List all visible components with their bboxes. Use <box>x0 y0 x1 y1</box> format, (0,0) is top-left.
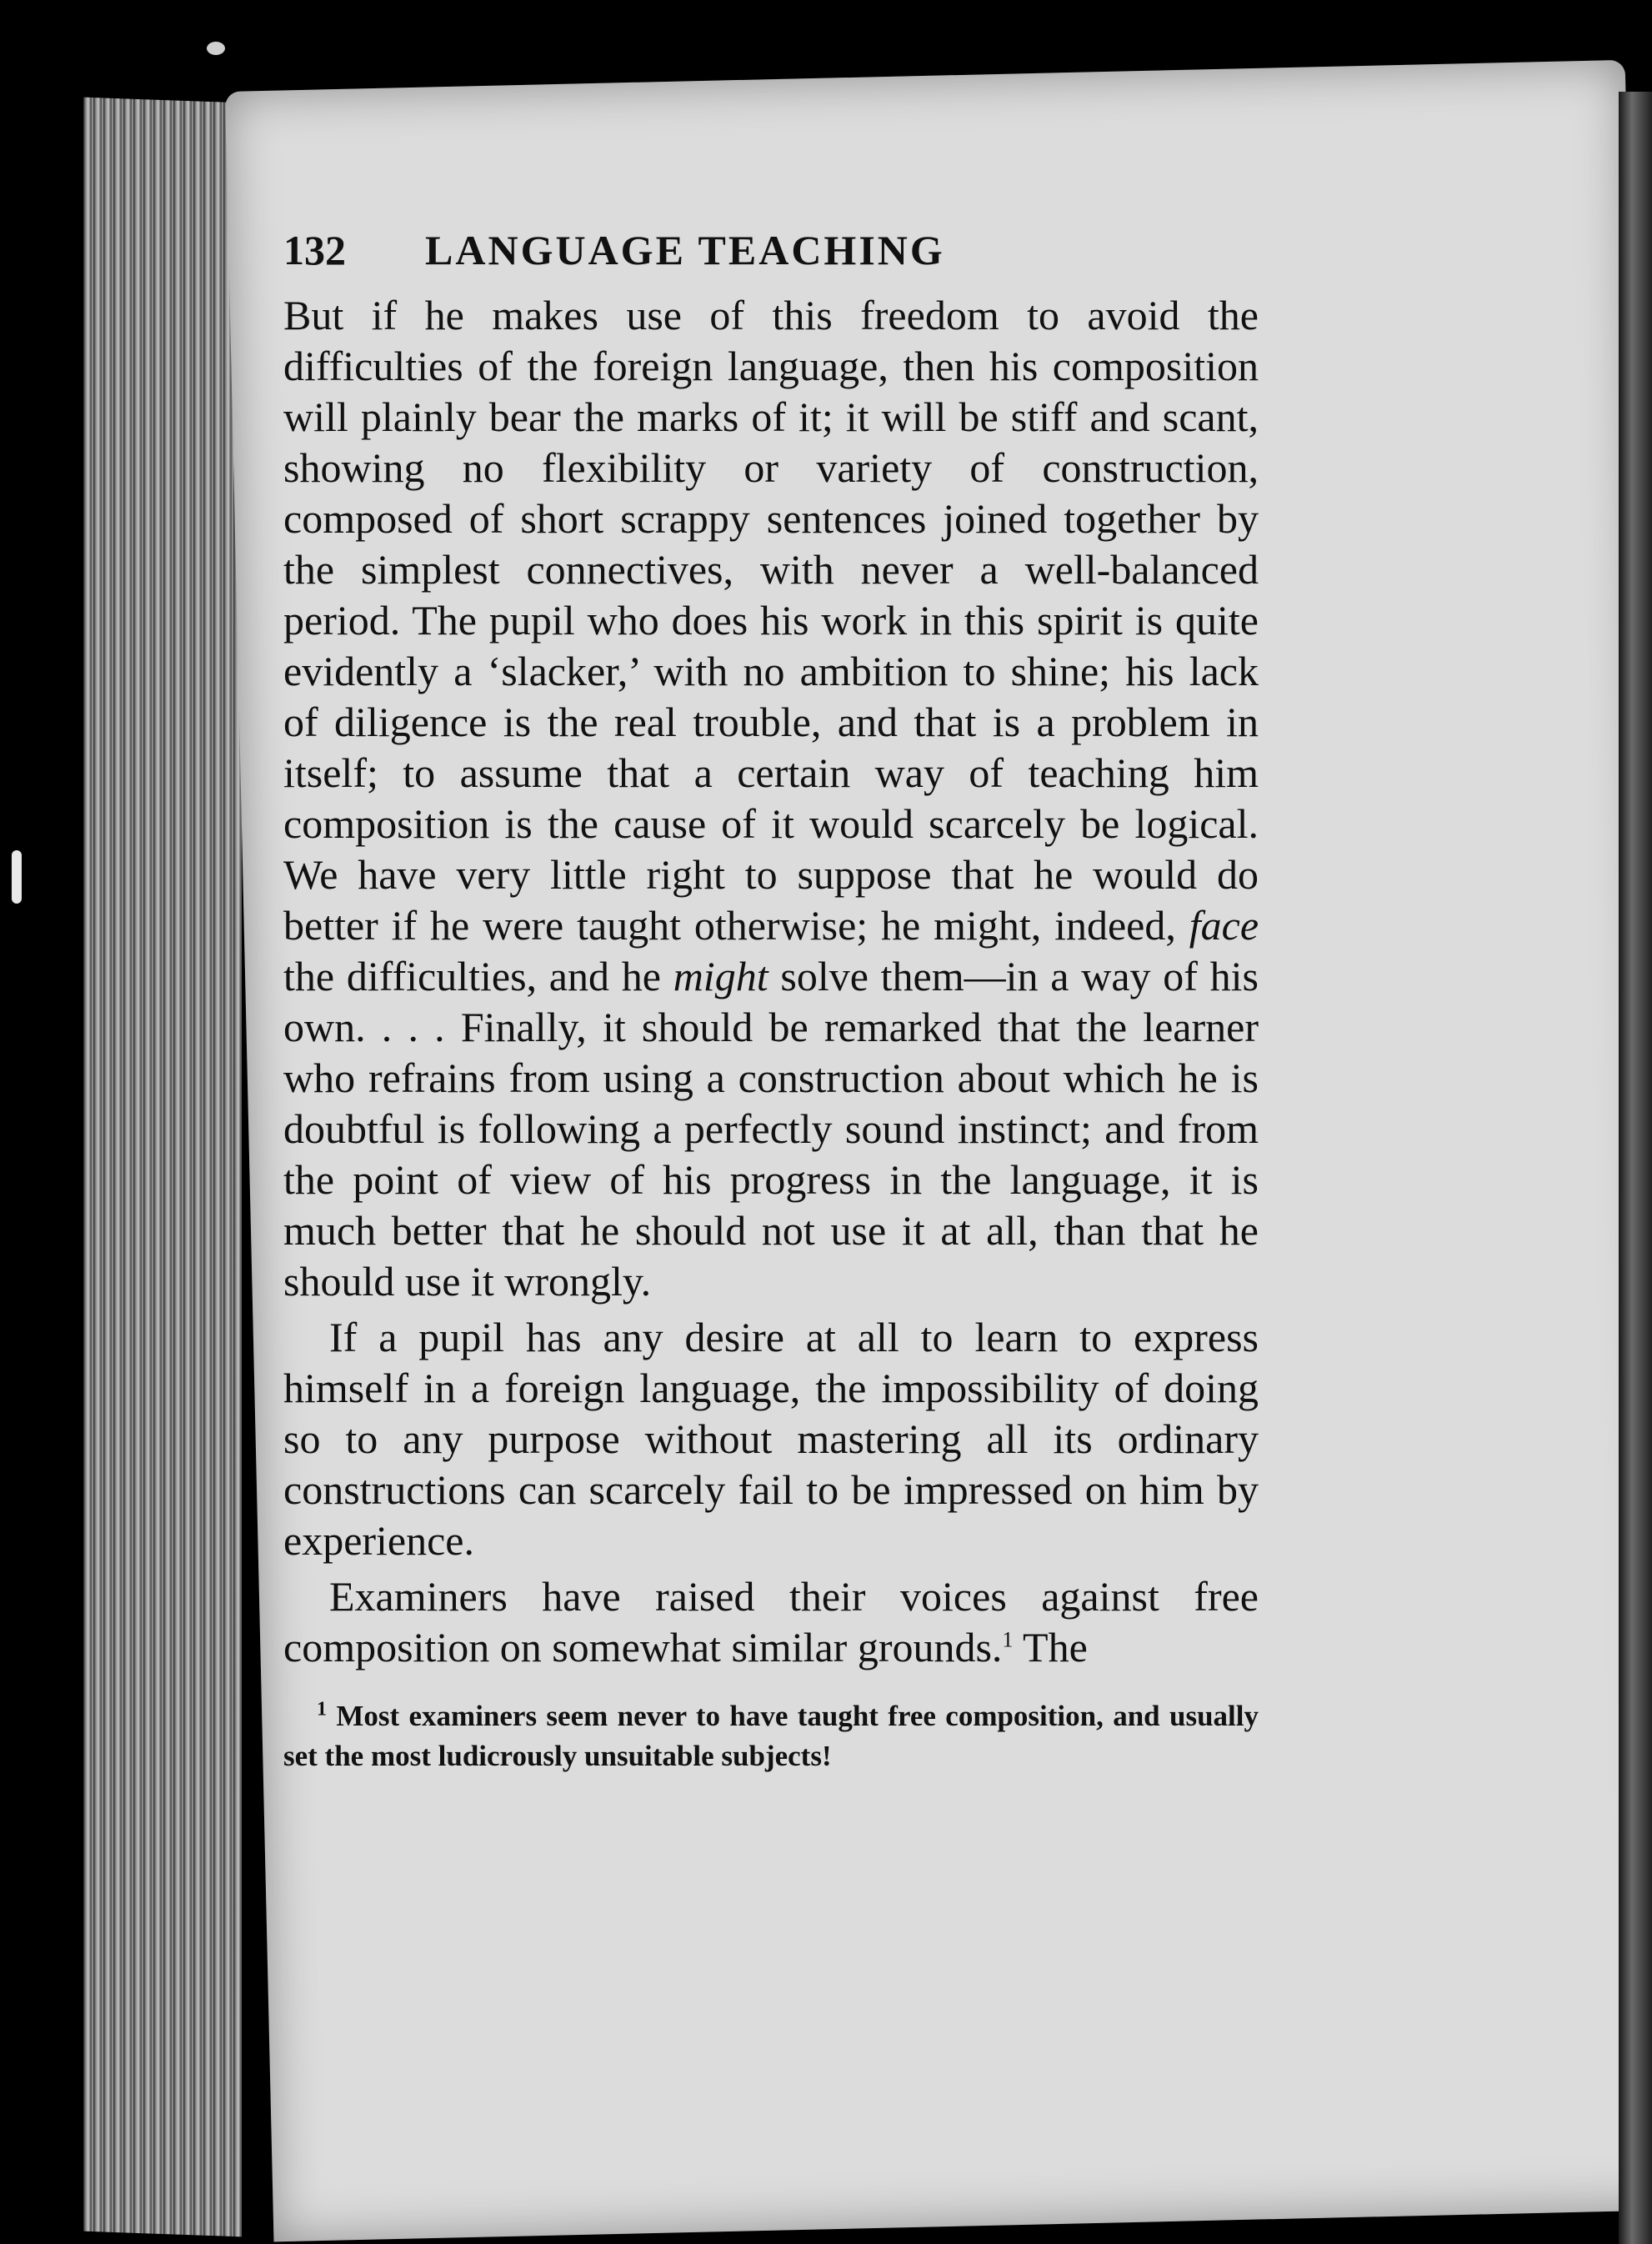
italic-word-might: might <box>673 953 768 999</box>
scan-speck <box>207 42 225 55</box>
paragraph-1-text: But if he makes use of this freedom to avoid the difficulties of the foreign language, then his composition will plainly bear the marks of it; it will be stiff and scant, showing no flexibility or variety of construction, composed of short scrappy sentences joined together by the simplest connectives, with never a well-balanced period. The pupil who does his work in this spirit is quite evidently a ‘slacker,’ with no ambition to shine; his lack of diligence is the real trouble, and that is a problem in itself; to assume that a certain way of teaching him composition is the cause of it would scarcely be logical. We have very little right to suppose that he would do better if he were taught otherwise; he might, indeed, <box>283 292 1259 949</box>
footnote-reference: 1 <box>1002 1627 1014 1652</box>
paragraph-1-text: solve them—in a way of his own. . . . Finally, it should be remarked that the learner who refrains from using a construction about which he is doubtful is following a perfectly sound instinct; and from the point of view of his progress in the language, it is much better that he should not use it at all, than that he should use it wrongly. <box>283 953 1259 1305</box>
page-header <box>283 225 1259 275</box>
running-head: LANGUAGE TEACHING <box>425 227 945 273</box>
text-block <box>283 225 1259 1806</box>
paragraph-3-text: Examiners have raised their voices against free composition on somewhat similar grounds. <box>283 1573 1259 1670</box>
page-block-edge <box>83 98 242 2237</box>
page-number: 132 <box>283 227 346 273</box>
paragraph-1-text: the difficulties, and he <box>283 953 661 999</box>
footnote <box>283 1696 1259 1776</box>
paragraph-2: If a pupil has any desire at all to learn to express himself in a foreign language, the impossibility of doing so to any purpose without mastering all its ordinary constructions can scarcely fail to be impressed on him by experience. <box>283 1314 1259 1564</box>
facing-page-edge <box>1619 92 1652 2244</box>
footnote-text: Most examiners seem never to have taught free composition, and usually set the most ludicrously unsuitable subjects! <box>283 1700 1259 1772</box>
paragraph-3-text: The <box>1023 1624 1088 1670</box>
paragraph-3 <box>283 1571 1259 1673</box>
footnote-marker: 1 <box>317 1698 327 1721</box>
paragraph-1 <box>283 290 1259 1307</box>
italic-word-face: face <box>1189 902 1259 949</box>
scan-speck <box>12 850 22 904</box>
